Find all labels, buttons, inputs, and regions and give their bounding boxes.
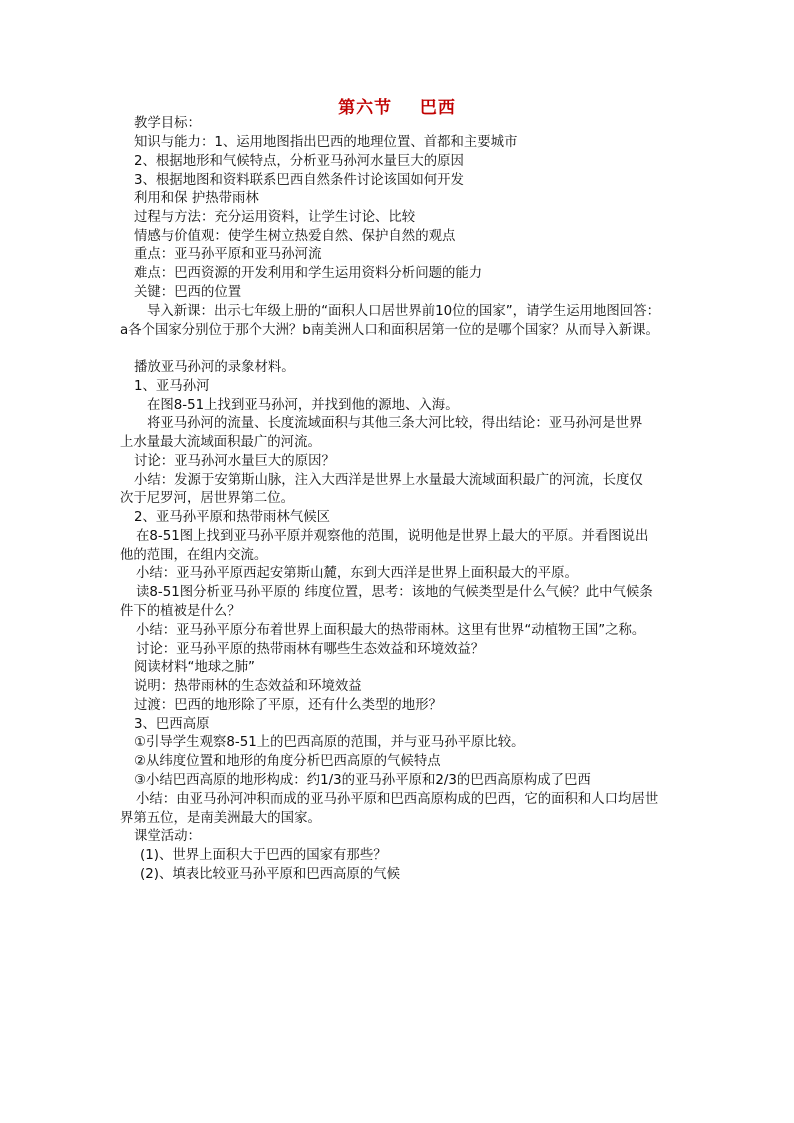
text-line: 2、亚马孙平原和热带雨林气候区 <box>134 510 330 525</box>
text-line: ②从纬度位置和地形的角度分析巴西高原的气候特点 <box>134 754 441 769</box>
text-line: 阅读材料“地球之肺” <box>134 660 255 675</box>
text-line: 他的范围，在组内交流。 <box>120 548 268 563</box>
text-line: 利用和保 护热带雨林 <box>134 191 259 206</box>
text-line: 过程与方法：充分运用资料，让学生讨论、比较 <box>134 210 416 225</box>
text-line: a各个国家分别位于那个大洲？b南美洲人口和面积居第一位的是哪个国家？从而导入新课。 <box>120 323 659 338</box>
text-line: 将亚马孙河的流量、长度流域面积与其他三条大河比较，得出结论：亚马孙河是世界 <box>147 416 643 431</box>
text-line: 重点：亚马孙平原和亚马孙河流 <box>134 247 322 262</box>
text-line: 读8-51图分析亚马孙平原的 纬度位置，思考：该地的气候类型是什么气候？此中气候条 <box>136 585 653 600</box>
text-line: 件下的植被是什么？ <box>120 604 241 619</box>
text-line: ①引导学生观察8-51上的巴西高原的范围，并与亚马孙平原比较。 <box>134 735 525 750</box>
text-line: 次于尼罗河，居世界第二位。 <box>120 491 295 506</box>
text-line: 导入新课：出示七年级上册的“面积人口居世界前10位的国家”，请学生运用地图回答： <box>147 304 660 319</box>
text-line: ③小结巴西高原的地形构成：约1/3的亚马孙平原和2/3的巴西高原构成了巴西 <box>134 773 591 788</box>
text-line: 1、亚马孙河 <box>134 379 210 394</box>
text-line: 界第五位，是南美洲最大的国家。 <box>120 811 321 826</box>
text-line: 上水量最大流域面积最广的河流。 <box>120 435 321 450</box>
text-line: 过渡：巴西的地形除了平原，还有什么类型的地形？ <box>134 698 442 713</box>
text-line: 播放亚马孙河的录象材料。 <box>134 360 295 375</box>
text-line: 关键：巴西的位置 <box>134 285 242 300</box>
text-line: (1)、世界上面积大于巴西的国家有那些？ <box>140 848 387 863</box>
text-line: 小结：由亚马孙河冲积而成的亚马孙平原和巴西高原构成的巴西，它的面积和人口均居世 <box>136 792 659 807</box>
text-line: (2)、填表比较亚马孙平原和巴西高原的气候 <box>140 867 400 882</box>
text-line: 讨论：亚马孙平原的热带雨林有哪些生态效益和环境效益？ <box>136 642 485 657</box>
text-line: 3、巴西高原 <box>134 717 210 732</box>
text-line: 在8-51图上找到亚马孙平原并观察他的范围，说明他是世界上最大的平原。并看图说出 <box>136 529 649 544</box>
text-line: 在图8-51上找到亚马孙河，并找到他的源地、入海。 <box>147 398 459 413</box>
text-line: 难点：巴西资源的开发利用和学生运用资料分析问题的能力 <box>134 266 483 281</box>
text-line: 说明：热带雨林的生态效益和环境效益 <box>134 679 362 694</box>
text-line: 情感与价值观：使学生树立热爱自然、保护自然的观点 <box>134 229 456 244</box>
text-line: 知识与能力：1、运用地图指出巴西的地理位置、首都和主要城市 <box>134 135 518 150</box>
page-title: 第六节 巴西 <box>338 98 456 118</box>
text-line: 小结：亚马孙平原西起安第斯山麓，东到大西洋是世界上面积最大的平原。 <box>136 566 578 581</box>
text-line: 小结：亚马孙平原分布着世界上面积最大的热带雨林。这里有世界“动植物王国”之称。 <box>136 623 646 638</box>
text-line: 课堂活动： <box>134 829 201 844</box>
text-line: 2、根据地形和气候特点，分析亚马孙河水量巨大的原因 <box>134 154 464 169</box>
text-line: 讨论：亚马孙河水量巨大的原因？ <box>134 454 335 469</box>
text-line: 3、根据地图和资料联系巴西自然条件讨论该国如何开发 <box>134 173 464 188</box>
text-line: 教学目标： <box>134 116 201 131</box>
text-line: 小结：发源于安第斯山脉，注入大西洋是世界上水量最大流域面积最广的河流，长度仅 <box>134 473 643 488</box>
